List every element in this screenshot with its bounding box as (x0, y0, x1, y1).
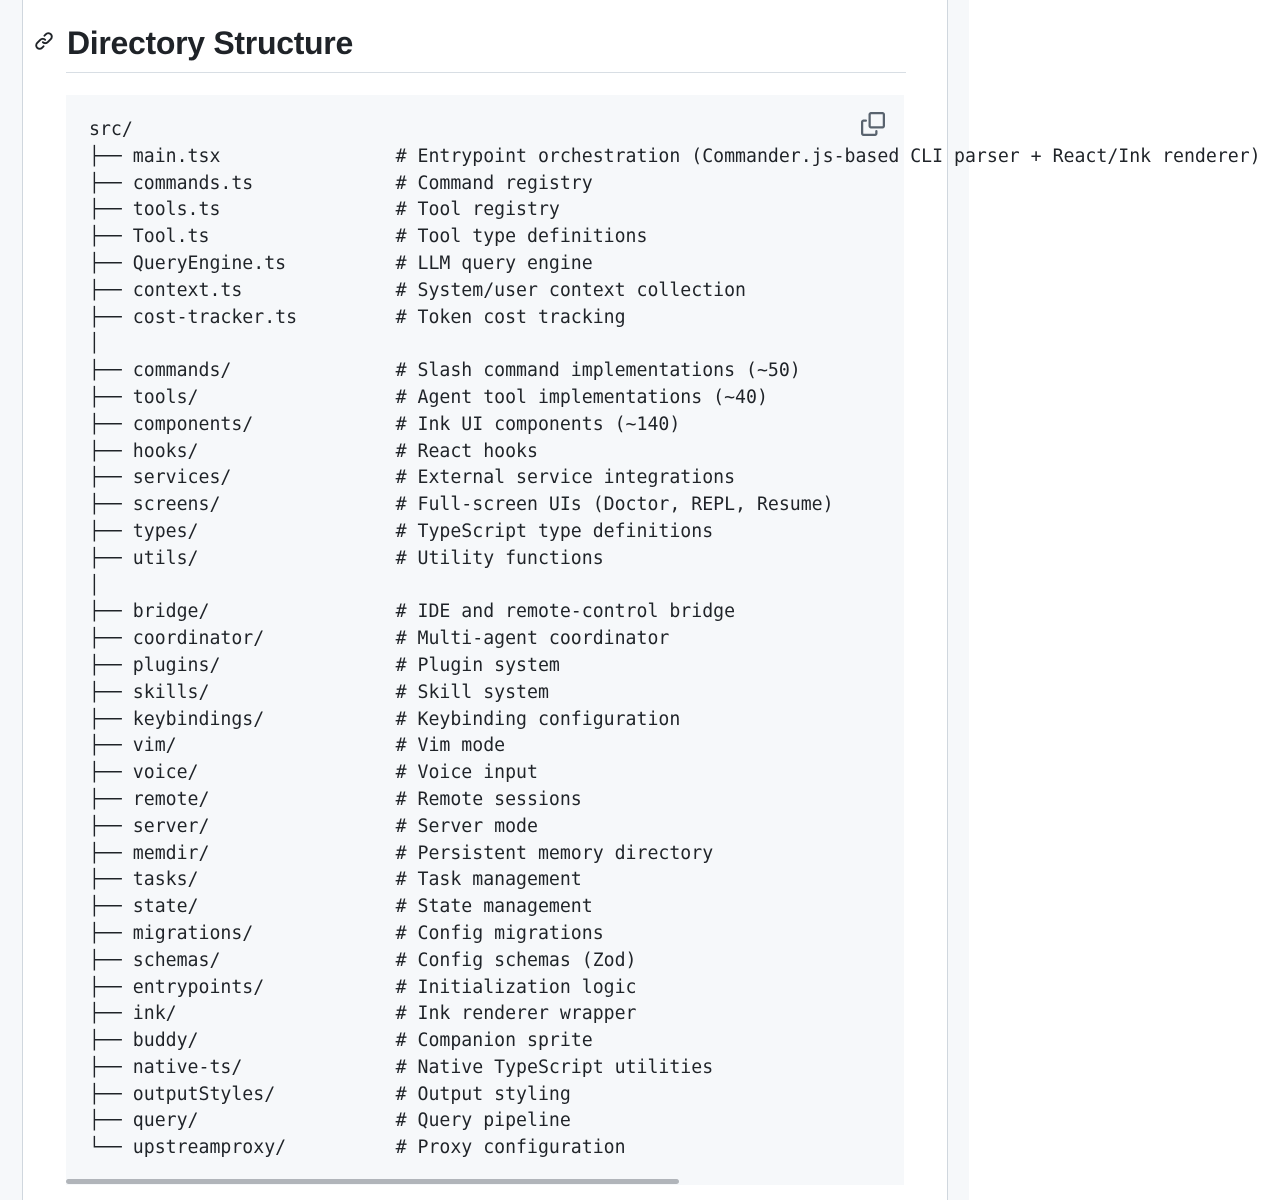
code-line: ├── memdir/ # Persistent memory directory (89, 842, 714, 864)
code-line: ├── plugins/ # Plugin system (89, 654, 560, 676)
heading-anchor-link[interactable] (33, 32, 55, 54)
page-title: Directory Structure (67, 24, 353, 61)
code-line: ├── state/ # State management (89, 896, 593, 918)
code-line: ├── tasks/ # Task management (89, 869, 582, 891)
code-line: └── upstreamproxy/ # Proxy configuration (89, 1137, 626, 1159)
heading-divider (66, 72, 906, 73)
code-line: ├── tools.ts # Tool registry (89, 199, 560, 221)
link-icon (34, 31, 54, 56)
code-line: ├── schemas/ # Config schemas (Zod) (89, 949, 637, 971)
code-line: ├── utils/ # Utility functions (89, 547, 604, 569)
code-line: ├── context.ts # System/user context collection (89, 279, 746, 301)
code-line: ├── services/ # External service integrations (89, 467, 736, 489)
section-heading (33, 18, 913, 68)
code-line: ├── voice/ # Voice input (89, 762, 538, 784)
code-line: ├── skills/ # Skill system (89, 681, 549, 703)
code-line: ├── vim/ # Vim mode (89, 735, 506, 757)
code-line: ├── components/ # Ink UI components (~140) (89, 413, 681, 435)
code-line: ├── buddy/ # Companion sprite (89, 1030, 593, 1052)
code-line: ├── outputStyles/ # Output styling (89, 1083, 571, 1105)
code-line: ├── QueryEngine.ts # LLM query engine (89, 252, 593, 274)
code-line: src/ (89, 119, 133, 140)
code-line: ├── remote/ # Remote sessions (89, 788, 582, 810)
code-content[interactable] (89, 117, 1261, 1162)
code-line: ├── entrypoints/ # Initialization logic (89, 976, 637, 998)
copy-icon (861, 112, 885, 141)
markdown-body (22, 0, 1261, 1200)
code-line: ├── server/ # Server mode (89, 815, 538, 837)
code-line: ├── ink/ # Ink renderer wrapper (89, 1003, 637, 1025)
code-line: ├── main.tsx # Entrypoint orchestration (Commander.js-based CLI parser + React/Ink renderer) (89, 145, 1261, 167)
code-line: ├── keybindings/ # Keybinding configuration (89, 708, 681, 730)
code-line: ├── coordinator/ # Multi-agent coordinator (89, 628, 670, 650)
code-line: │ (89, 333, 100, 355)
code-line: ├── tools/ # Agent tool implementations (~40) (89, 386, 768, 408)
scrollbar-thumb[interactable] (66, 1179, 679, 1184)
code-line: ├── types/ # TypeScript type definitions (89, 520, 714, 542)
code-line: ├── migrations/ # Config migrations (89, 922, 604, 944)
code-line: ├── query/ # Query pipeline (89, 1110, 571, 1132)
code-line: ├── commands/ # Slash command implementations (~50) (89, 360, 801, 382)
code-line: │ (89, 574, 100, 596)
code-line: ├── hooks/ # React hooks (89, 440, 538, 462)
code-line: ├── native-ts/ # Native TypeScript utilities (89, 1056, 714, 1078)
code-line: ├── bridge/ # IDE and remote-control bridge (89, 601, 736, 623)
copy-button[interactable] (860, 113, 886, 139)
code-line: ├── commands.ts # Command registry (89, 172, 593, 194)
code-block (66, 95, 1261, 1185)
horizontal-scrollbar[interactable] (66, 1177, 904, 1185)
code-line: ├── screens/ # Full-screen UIs (Doctor, REPL, Resume) (89, 494, 834, 516)
code-line: ├── Tool.ts # Tool type definitions (89, 226, 648, 248)
code-line: ├── cost-tracker.ts # Token cost tracking (89, 306, 626, 328)
